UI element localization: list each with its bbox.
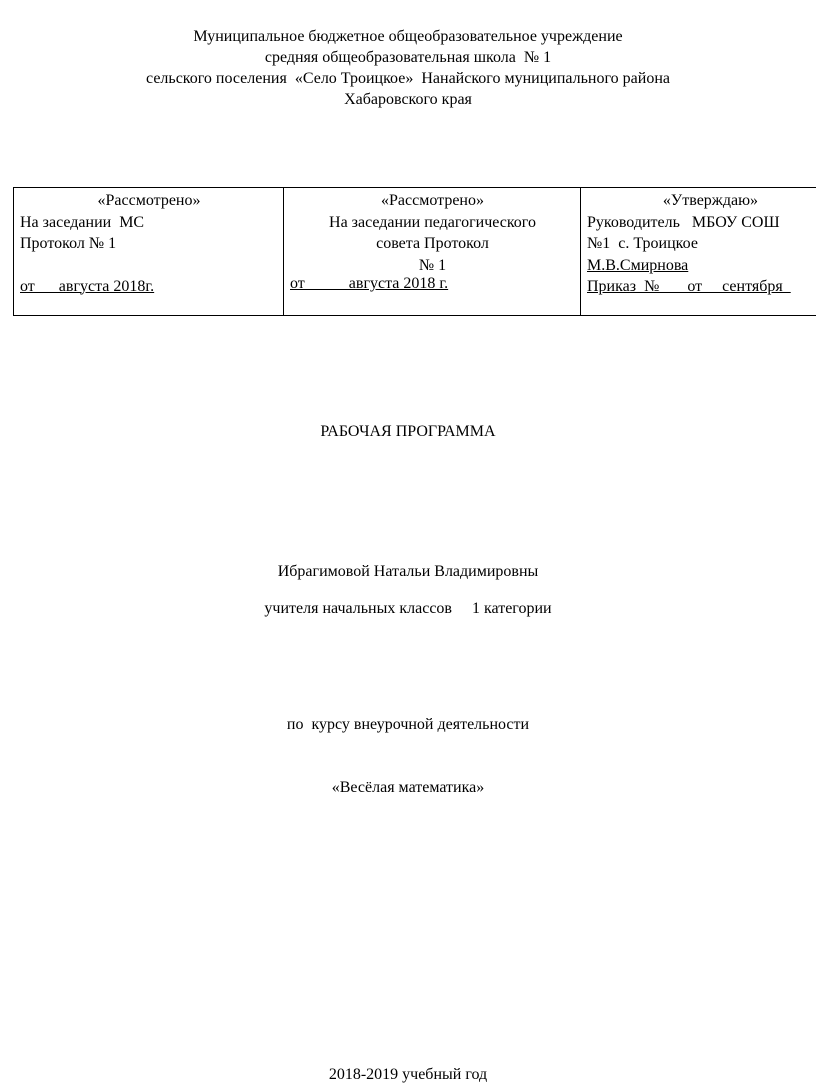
approval-table xyxy=(13,187,816,316)
institution-header xyxy=(0,26,816,110)
course-line: по курсу внеурочной деятельности xyxy=(286,716,530,733)
meeting-line: На заседании педагогического xyxy=(329,213,536,231)
school-name-line: средняя общеобразовательная школа № 1 xyxy=(264,49,552,66)
council-protocol-line: совета Протокол xyxy=(376,235,489,252)
approval-cell-pedagogical-council xyxy=(284,188,581,316)
settlement-line: сельского поселения «Село Троицкое» Нанайского муниципального района xyxy=(146,70,670,87)
order-line: Приказ № от сентября xyxy=(587,278,791,295)
school-line: №1 с. Троицкое xyxy=(587,235,698,252)
approval-date: от августа 2018г. xyxy=(20,277,155,295)
academic-year: 2018-2019 учебный год xyxy=(328,1066,488,1083)
teacher-name: Ибрагимовой Натальи Владимировны xyxy=(277,563,539,580)
protocol-line: Протокол № 1 xyxy=(20,235,117,252)
approval-title: «Рассмотрено» xyxy=(381,192,484,209)
meeting-line: На заседании МС xyxy=(20,213,145,231)
document-title: РАБОЧАЯ ПРОГРАММА xyxy=(320,423,496,440)
institution-name-line: Муниципальное бюджетное общеобразовательное учреждение xyxy=(193,28,623,45)
course-name: «Весёлая математика» xyxy=(331,779,485,796)
region-line: Хабаровского края xyxy=(344,91,472,108)
teacher-position: учителя начальных классов 1 категории xyxy=(264,600,552,617)
approval-row xyxy=(14,188,816,316)
protocol-number-line: № 1 xyxy=(418,256,447,274)
director-line: Руководитель МБОУ СОШ xyxy=(587,213,780,231)
approval-title: «Утверждаю» xyxy=(662,192,759,209)
approval-date: от августа 2018 г. xyxy=(290,275,449,292)
approval-cell-methodical-council xyxy=(14,188,284,316)
approval-title: «Рассмотрено» xyxy=(97,192,201,209)
signatory-name: М.В.Смирнова xyxy=(587,256,689,274)
approval-cell-director xyxy=(581,188,816,316)
